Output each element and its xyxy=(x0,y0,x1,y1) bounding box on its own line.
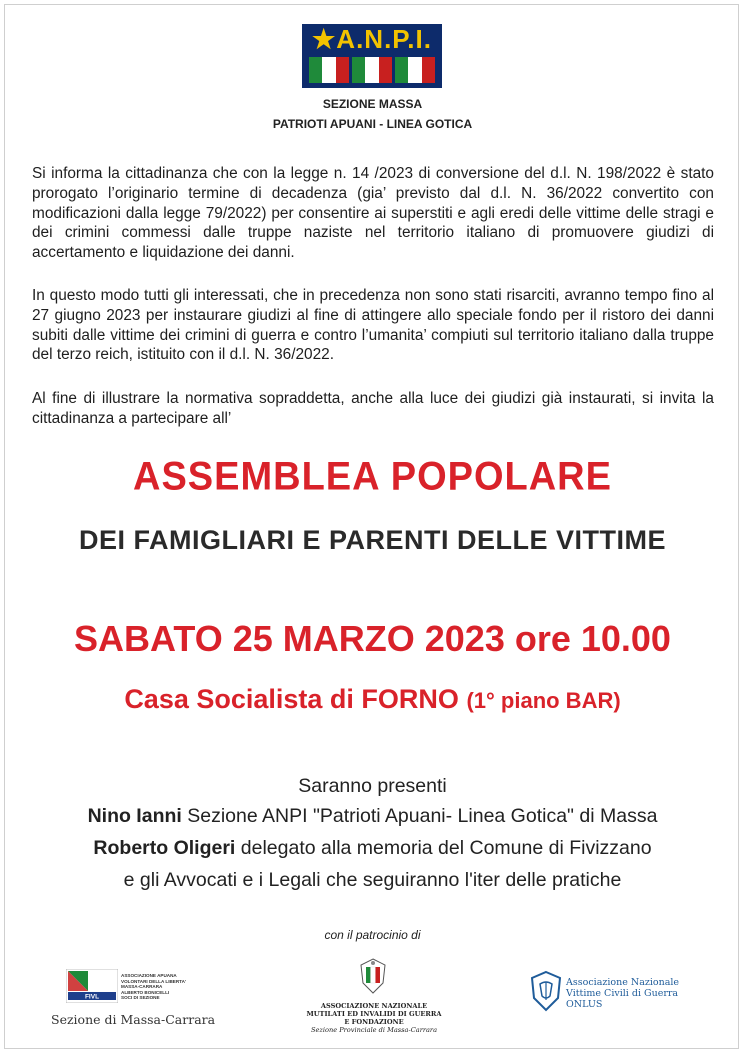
event-title: ASSEMBLEA POPOLARE xyxy=(133,454,612,500)
fivl-logo xyxy=(66,969,118,1003)
event-venue-detail: (1° piano BAR) xyxy=(466,688,621,713)
presenti-intro: Saranno presenti xyxy=(298,775,447,797)
flag-3 xyxy=(395,57,435,83)
flag-1 xyxy=(309,57,349,83)
anvcg-emblem-icon xyxy=(530,970,562,1012)
anpi-logo-text: ★A.N.P.I. xyxy=(312,24,432,54)
anvcg-line-3: ONLUS xyxy=(566,999,603,1010)
anmig-line-2: MUTILATI ED INVALIDI DI GUERRA xyxy=(306,1010,442,1018)
paragraph-1: Si informa la cittadinanza che con la legge n. 14 /2023 di conversione del d.l. N. 198/2022 è stato prorogato l’originario termine di decadenza (gia’ previsto dal d.l. N. 36/2022 convertito con modificazioni dalla legge 79/2022) per consentire ai superstiti e agli eredi delle vittime delle stragi e dei crimini commessi dalle truppe naziste nel territorio italiano di promuovere giudizi di accertamento e liquidazione dei danni. xyxy=(32,165,714,262)
fivl-badge: FIVL xyxy=(84,993,100,1001)
section-subname: PATRIOTI APUANI - LINEA GOTICA xyxy=(272,117,473,131)
fivl-text-5: SOCI DI SEZIONE xyxy=(121,995,160,1001)
speaker-2-role: delegato alla memoria del Comune di Fivizzano xyxy=(235,837,652,859)
event-venue-line xyxy=(0,684,745,715)
anvcg-line-2: Vittime Civili di Guerra xyxy=(566,988,679,999)
speaker-2-name: Roberto Oligeri xyxy=(93,837,236,859)
anmig-line-4: Sezione Provinciale di Massa-Carrara xyxy=(310,1026,438,1034)
fivl-text-4: ALBERTO BONICELLI xyxy=(121,989,170,995)
speaker-1 xyxy=(0,801,745,831)
anpi-logo xyxy=(302,24,442,88)
patrocinio-label: con il patrocinio di xyxy=(324,928,421,942)
anmig-emblem-icon xyxy=(359,957,387,995)
anmig-text xyxy=(306,1002,442,1034)
event-venue: Casa Socialista di FORNO xyxy=(124,684,459,714)
fivl-text-1: ASSOCIAZIONE APUANA xyxy=(121,973,177,978)
paragraph-2: In questo modo tutti gli interessati, che in precedenza non sono stati risarciti, avranno tempo fino al 27 giugno 2023 per instaurare giudizi al fine di attingere allo speciale fondo per il ristoro dei danni subiti dalle vittime dei crimini di guerra e contro l’umanita’ compiuti sul territorio italiano dalla truppe del terzo reich, istituito con il d.l. N. 36/2022. xyxy=(32,287,714,364)
fivl-caption: Sezione di Massa-Carrara xyxy=(51,1012,216,1027)
anvcg-text xyxy=(566,977,679,1010)
anvcg-line-1: Associazione Nazionale xyxy=(566,977,680,988)
lawyers-line: e gli Avvocati e i Legali che seguiranno l'iter delle pratiche xyxy=(123,869,622,891)
anmig-line-1: ASSOCIAZIONE NAZIONALE xyxy=(320,1002,428,1010)
event-subtitle: DEI FAMIGLIARI E PARENTI DELLE VITTIME xyxy=(78,525,666,555)
flag-2 xyxy=(352,57,392,83)
speaker-1-role: Sezione ANPI "Patrioti Apuani- Linea Gotica" di Massa xyxy=(181,805,658,827)
speaker-2 xyxy=(0,833,745,863)
event-date: SABATO 25 MARZO 2023 ore 10.00 xyxy=(74,618,671,659)
section-name: SEZIONE MASSA xyxy=(322,97,423,111)
paragraph-3: Al fine di illustrare la normativa sopraddetta, anche alla luce dei giudizi già instaurati, si invita la cittadinanza a partecipare all’ xyxy=(32,390,714,427)
tricolor-flags xyxy=(309,57,435,83)
anmig-line-3: E FONDAZIONE xyxy=(344,1018,404,1026)
fivl-text xyxy=(121,973,186,1001)
speaker-1-name: Nino Ianni xyxy=(87,805,182,827)
fivl-text-3: MASSA-CARRARA xyxy=(121,984,163,990)
fivl-text-2: VOLONTARI DELLA LIBERTA' xyxy=(121,978,187,984)
